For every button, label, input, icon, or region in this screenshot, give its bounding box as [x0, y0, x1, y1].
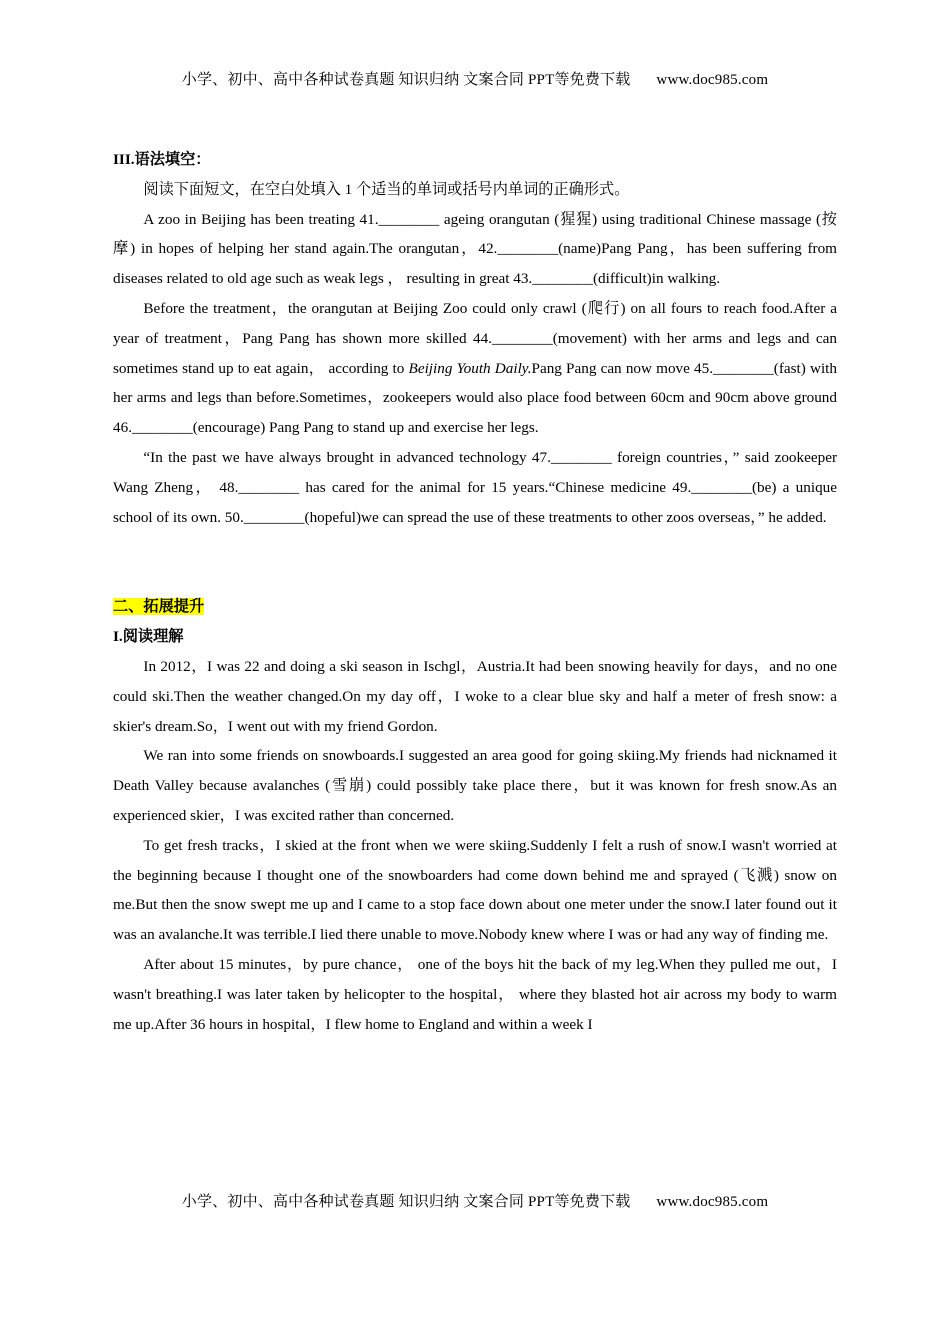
page-footer	[0, 1190, 950, 1211]
grammar-instruction: 阅读下面短文，在空白处填入 1 个适当的单词或括号内单词的正确形式。	[143, 180, 630, 198]
grammar-paragraph-2-text: Before the treatment，the orangutan at Beijing Zoo could only crawl (爬行) on all fours to reach food.After a year of treatment，Pang Pang has shown more skilled 44.________(movement) with her arms and legs and can sometimes stand up to eat again， according to	[113, 299, 837, 377]
grammar-section-title: III.语法填空：	[113, 151, 211, 168]
reading-paragraph-2: We ran into some friends on snowboards.I suggested an area good for going skiing.My friends had nicknamed it Death Valley because avalanches (雪崩) could possibly take place there，but it was known for fresh snow.As an experienced skier，I was excited rather than concerned.	[113, 747, 837, 824]
header-url[interactable]: www.doc985.com	[656, 72, 769, 88]
source-title: Beijing Youth Daily.	[408, 359, 532, 377]
section-gap	[113, 532, 837, 592]
header-text: 小学、初中、高中各种试卷真题 知识归纳 文案合同 PPT等免费下载	[181, 72, 631, 88]
grammar-paragraph-2	[113, 294, 837, 443]
highlighted-title: 二、拓展提升	[113, 598, 205, 616]
footer-text: 小学、初中、高中各种试卷真题 知识归纳 文案合同 PPT等免费下载	[181, 1194, 631, 1210]
reading-paragraph-4: After about 15 minutes，by pure chance， one of the boys hit the back of my leg.When they pulled me out，I wasn't breathing.I was later taken by helicopter to the hospital， where they blasted hot air across my body to warm me up.After 36 hours in hospital，I flew home to England and within a week I	[113, 955, 837, 1033]
extension-section-title	[113, 592, 837, 622]
reading-title: I.阅读理解	[113, 628, 184, 646]
footer-url[interactable]: www.doc985.com	[656, 1194, 769, 1210]
page-header	[0, 68, 950, 89]
reading-paragraph-1: In 2012，I was 22 and doing a ski season in Ischgl，Austria.It had been snowing heavily for days，and no one could ski.Then the weather changed.On my day off，I woke to a clear blue sky and half a meter of fresh snow: a skier's dream.So，I went out with my friend Gordon.	[113, 657, 837, 735]
grammar-paragraph-1: A zoo in Beijing has been treating 41.________ ageing orangutan (猩猩) using traditional Chinese massage (按摩) in hopes of helping her stand again.The orangutan，42.________(name)Pang Pang，has been suffering from diseases related to old age such as weak legs ， resulting in great 43.________(difficult)in walking.	[113, 210, 837, 288]
grammar-paragraph-2-tail: Pang Pang can now move 45.________(fast) with her arms and legs than before.Sometimes，zookeepers would also place food between 60cm and 90cm above ground 46.________(encourage) Pang Pang to stand up and exercise her legs.	[113, 359, 837, 437]
document-body	[113, 145, 837, 1039]
reading-paragraph-3: To get fresh tracks，I skied at the front when we were skiing.Suddenly I felt a rush of snow.I wasn't worried at the beginning because I thought one of the snowboarders had come down behind me and sprayed (飞溅) snow on me.But then the snow swept me up and I came to a stop face down about one meter under the snow.I later found out it was an avalanche.It was terrible.I lied there unable to move.Nobody knew where I was or had any way of finding me.	[113, 836, 837, 944]
grammar-paragraph-3: “In the past we have always brought in advanced technology 47.________ foreign countries，” said zookeeper Wang Zheng， 48.________ has cared for the animal for 15 years.“Chinese medicine 49.________(be) a unique school of its own. 50.________(hopeful)we can spread the use of these treatments to other zoos overseas，” he added.	[113, 448, 837, 526]
